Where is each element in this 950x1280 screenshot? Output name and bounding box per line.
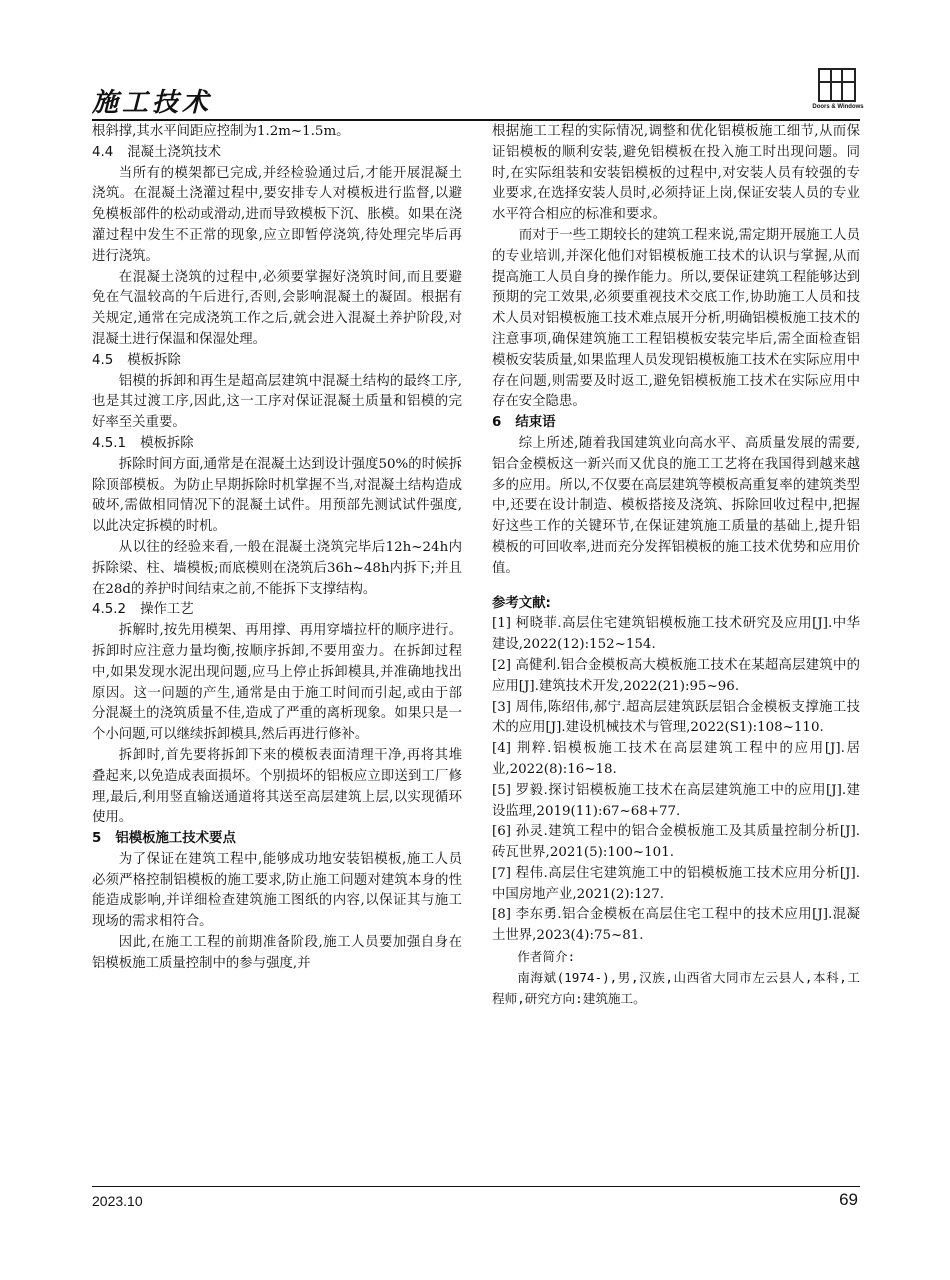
references-heading: 参考文献: — [492, 595, 551, 611]
section-heading — [492, 413, 860, 434]
section-heading — [92, 434, 462, 455]
section-heading — [92, 351, 462, 372]
section-title-text: 模板拆除 — [140, 435, 194, 451]
right-column-body — [492, 122, 860, 580]
right-column — [492, 122, 860, 1009]
paragraph: 从以往的经验来看,一般在混凝土浇筑完毕后12h~24h内拆除梁、柱、墙模板;而底模则在浇筑后36h~48h内拆下;并且在28d的养护时间结束之前,不能拆下支撑结构。 — [92, 539, 462, 597]
paragraph: 根斜撑,其水平间距应控制为1.2m~1.5m。 — [92, 124, 350, 139]
references-list — [492, 614, 860, 947]
reference-item: [7] 程伟.高层住宅建筑施工中的铝模板施工技术应用分析[J].中国房地产业,2021(2):127. — [492, 865, 860, 902]
issue-date: 2023.10 — [92, 1193, 143, 1209]
page-number: 69 — [839, 1190, 858, 1209]
reference-item: [4] 荆粹.铝模板施工技术在高层建筑工程中的应用[J].居业,2022(8):16~18. — [492, 741, 860, 777]
section-number: 4.4 — [92, 144, 114, 160]
section-number: 5 — [92, 831, 102, 847]
author-bio-label: 作者简介: — [517, 949, 576, 965]
section-title-text: 结束语 — [515, 415, 556, 431]
author-bio-text: 南海斌(1974-),男,汉族,山西省大同市左云县人,本科,工程师,研究方向:建筑施工。 — [492, 969, 860, 1006]
reference-item: [5] 罗毅.探讨铝模板施工技术在高层建筑施工中的应用[J].建设监理,2019(11):67~68+77. — [492, 782, 860, 819]
logo-bar — [818, 81, 856, 83]
section-heading — [92, 600, 462, 621]
paragraph: 铝模的拆卸和再生是超高层建筑中混凝土结构的最终工序,也是其过渡工序,因此,这一工序对保证混凝土质量和铝模的完好率至关重要。 — [92, 373, 462, 431]
section-heading — [92, 143, 462, 164]
paragraph: 当所有的模架都已完成,并经检验通过后,才能开展混凝土浇筑。在混凝土浇灌过程中,要安排专人对模板进行监督,以避免模板部件的松动或滑动,进而导致模板下沉、胀模。如果在浇灌过程中发生不正常的现象,应立即暂停浇筑,待处理完毕后再进行浇筑。 — [92, 165, 462, 264]
left-column — [92, 122, 462, 975]
journal-logo — [812, 68, 862, 116]
paragraph: 综上所述,随着我国建筑业向高水平、高质量发展的需要,铝合金模板这一新兴而又优良的施工工艺将在我国得到越来越多的应用。所以,不仅要在高层建筑等模板高重复率的建筑类型中,还要在设计制造、模板搭接及浇筑、拆除回收过程中,把握好这些工作的关键环节,在保证建筑施工质量的基础上,提升铝模板的可回收率,进而充分发挥铝模板的施工技术优势和应用价值。 — [492, 435, 860, 576]
paragraph: 在混凝土浇筑的过程中,必须要掌握好浇筑时间,而且要避免在气温较高的午后进行,否则,会影响混凝土的凝固。根据有关规定,通常在完成浇筑工作之后,就会进入混凝土养护阶段,对混凝土进行保温和保湿处理。 — [92, 269, 462, 347]
paragraph: 拆卸时,首先要将拆卸下来的模板表面清理干净,再将其堆叠起来,以免造成表面损坏。个别损坏的铝板应立即送到工厂修理,最后,利用竖直输送通道将其送至高层建筑上层,以实现循环使用。 — [92, 747, 462, 826]
reference-item: [6] 孙灵.建筑工程中的铝合金模板施工及其质量控制分析[J].砖瓦世界,2021(5):100~101. — [492, 824, 860, 861]
logo-text: Doors & Windows — [812, 104, 864, 110]
paragraph: 而对于一些工期较长的建筑工程来说,需定期开展施工人员的专业培训,并深化他们对铝模板施工技术的认识与掌握,从而提高施工人员自身的操作能力。所以,要保证建筑工程能够达到预期的完工效果,必须要重视技术交底工作,协助施工人员和技术人员对铝模板施工技术难点展开分析,明确铝模板施工技术的注意事项,确保建筑施工工程铝模板安装完毕后,需全面检查铝模板安装质量,如果监理人员发现铝模板施工技术在实际应用中存在问题,则需要及时返工,避免铝模板施工技术在实际应用中存在安全隐患。 — [492, 227, 860, 410]
section-number: 4.5.2 — [92, 602, 127, 618]
section-heading — [92, 829, 462, 850]
window-logo-icon — [818, 68, 856, 102]
paragraph: 拆除时间方面,通常是在混凝土达到设计强度50%的时候拆除顶部模板。为防止早期拆除时机掌握不当,对混凝土结构造成破坏,需做相同情况下的混凝土试件。用预部先测试试件强度,以此决定拆模的时机。 — [92, 456, 462, 535]
footer-rule — [92, 1186, 860, 1187]
section-title: 施工技术 — [92, 88, 213, 118]
reference-item: [1] 柯晓菲.高层住宅建筑铝模板施工技术研究及应用[J].中华建设,2022(12):152~154. — [492, 616, 860, 653]
paragraph: 拆解时,按先用模架、再用撑、再用穿墙拉杆的顺序进行。拆卸时应注意力量均衡,按顺序拆卸,不要用蛮力。在拆卸过程中,如果发现水泥出现问题,应马上停止拆卸模具,并准确地找出原因。这一问题的产生,通常是由于施工时间而引起,或由于部分混凝土的浇筑质量不佳,造成了严重的离析现象。如果只是一个小问题,可以继续拆卸模具,然后再进行修补。 — [92, 623, 462, 743]
paragraph: 根据施工工程的实际情况,调整和优化铝模板施工细节,从而保证铝模板的顺利安装,避免铝模板在投入施工时出现问题。同时,在实际组装和安装铝模板的过程中,对安装人员有较强的专业要求,在选择安装人员时,必须持证上岗,保证安装人员的专业水平符合相应的标准和要求。 — [492, 124, 860, 223]
section-number: 6 — [492, 415, 502, 431]
reference-item: [3] 周伟,陈绍伟,郝宁.超高层建筑跃层铝合金模板支撑施工技术的应用[J].建设机械技术与管理,2022(S1):108~110. — [492, 699, 860, 736]
section-title-text: 模板拆除 — [127, 352, 181, 368]
header-rule — [92, 119, 860, 121]
section-number: 4.5.1 — [92, 435, 127, 451]
section-title-text: 操作工艺 — [140, 602, 194, 618]
section-number: 4.5 — [92, 352, 114, 368]
paragraph: 因此,在施工工程的前期准备阶段,施工人员要加强自身在铝模板施工质量控制中的参与强度,并 — [92, 935, 462, 971]
paragraph: 为了保证在建筑工程中,能够成功地安装铝模板,施工人员必须严格控制铝模板的施工要求,防止施工问题对建筑本身的性能造成影响,并详细检查建筑施工图纸的内容,以保证其与施工现场的需求相符合。 — [92, 851, 462, 930]
section-title-text: 铝模板施工技术要点 — [115, 831, 236, 847]
reference-item: [2] 高健利.铝合金模板高大模板施工技术在某超高层建筑中的应用[J].建筑技术开发,2022(21):95~96. — [492, 657, 860, 694]
section-title-text: 混凝土浇筑技术 — [127, 144, 222, 160]
reference-item: [8] 李东勇.铝合金模板在高层住宅工程中的技术应用[J].混凝土世界,2023(4):75~81. — [492, 907, 860, 944]
